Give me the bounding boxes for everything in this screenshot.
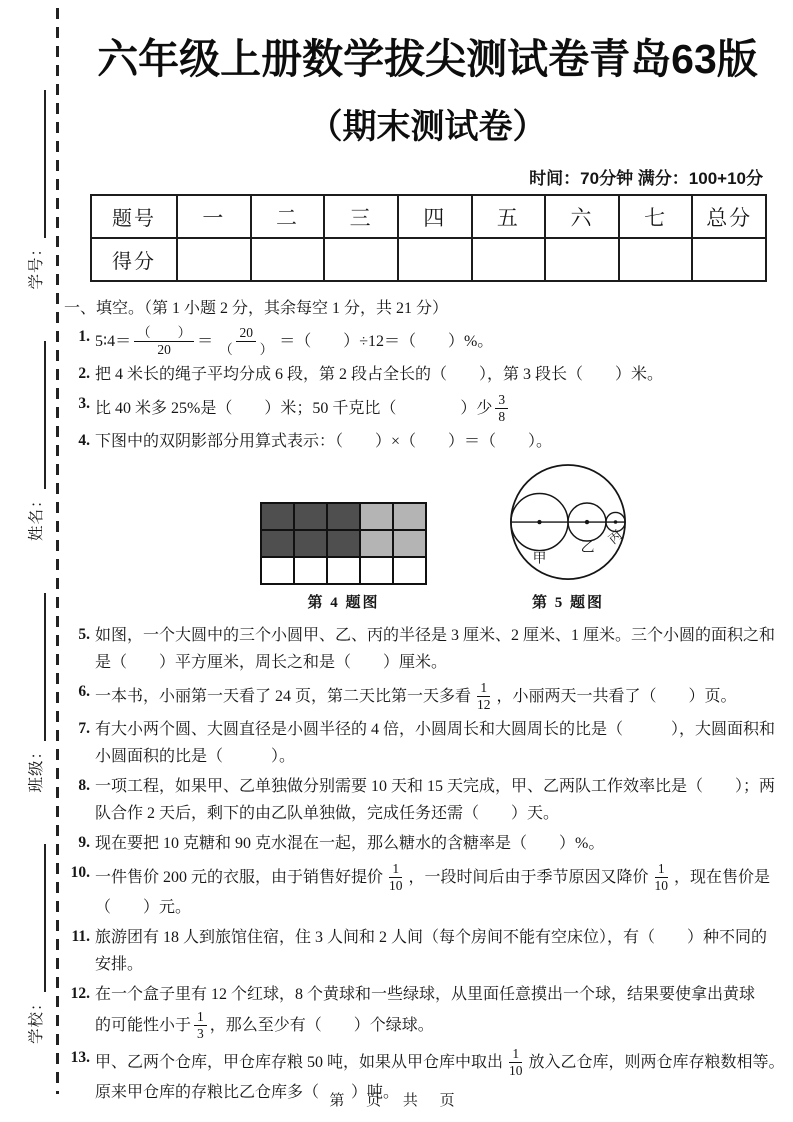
question-text: 原来甲仓库的存粮比乙仓库多（ ）吨。 xyxy=(95,1084,400,1102)
score-table xyxy=(90,194,767,282)
fraction-numerator: 1 xyxy=(194,1009,207,1026)
question-text: 的可能性小于 xyxy=(95,1016,192,1034)
question xyxy=(62,679,793,713)
question-body xyxy=(95,716,793,770)
question-number: 9. xyxy=(78,834,90,852)
page-title: 六年级上册数学拔尖测试卷青岛63版 xyxy=(97,36,758,82)
question-body xyxy=(95,860,793,921)
fig5-caption: 第 5 题图 xyxy=(531,595,604,612)
fraction-numerator: 20 xyxy=(236,325,256,342)
fraction-denominator: 10 xyxy=(509,1062,523,1078)
question xyxy=(62,361,793,388)
score-cell xyxy=(251,238,325,281)
fig4-grid-cell xyxy=(360,557,393,584)
questions-group-a xyxy=(62,324,793,455)
page-subtitle: （期末测试卷） xyxy=(308,108,547,146)
score-table-column-header: 总分 xyxy=(692,195,766,238)
sidebar-field-label: 姓名： xyxy=(28,491,45,541)
fraction-numerator: （ ） xyxy=(134,325,194,342)
question-body xyxy=(95,981,793,1042)
question xyxy=(62,391,793,425)
question-number: 1. xyxy=(78,328,90,345)
question-line xyxy=(95,428,793,455)
fraction-numerator: 1 xyxy=(477,680,490,697)
question-text: 如图，一个大圆中的三个小圆甲、乙、丙的半径是 3 厘米、2 厘米、1 厘米。三个小圆的面积之和 xyxy=(95,627,776,645)
fig4-grid-cell xyxy=(261,503,294,530)
question-body xyxy=(95,428,793,455)
question xyxy=(62,773,793,827)
score-table-column-header: 四 xyxy=(398,195,472,238)
question-line xyxy=(95,1045,793,1079)
fraction-denominator: 8 xyxy=(498,408,506,424)
fraction-denominator: （ ） xyxy=(219,341,274,357)
question-text: 旅游团有 18 人到旅馆住宿，住 3 人间和 2 人间（每个房间不能有空床位），有（ ）种不同的 xyxy=(95,929,768,947)
question-text: 小圆面积的比是（ ）。 xyxy=(95,748,296,766)
figure-q5 xyxy=(499,463,637,612)
fig4-grid-cell xyxy=(360,530,393,557)
question-line xyxy=(95,361,793,388)
question xyxy=(62,860,793,921)
question-number: 7. xyxy=(78,720,90,738)
score-table-column-header: 五 xyxy=(472,195,546,238)
question-line xyxy=(95,981,793,1008)
sidebar-blank-line xyxy=(28,341,46,489)
fig4-grid-cell xyxy=(393,530,426,557)
question-body xyxy=(95,622,793,676)
question-text: 下图中的双阴影部分用算式表示：（ ）×（ ）＝（ ）。 xyxy=(95,433,553,451)
fraction xyxy=(495,392,508,424)
fraction-numerator: 1 xyxy=(509,1046,522,1063)
score-cell xyxy=(545,238,619,281)
fraction xyxy=(194,1009,207,1041)
sidebar-field xyxy=(24,341,46,541)
question-line xyxy=(95,951,793,978)
fraction-denominator: 20 xyxy=(157,341,171,357)
question xyxy=(62,428,793,455)
footer-page-label: 第 页 共 页 xyxy=(329,1093,464,1109)
fraction-numerator: 1 xyxy=(655,861,668,878)
question-body xyxy=(95,679,793,713)
fraction xyxy=(474,680,494,712)
question-line xyxy=(95,324,793,358)
question-line xyxy=(95,830,793,857)
question-number: 13. xyxy=(70,1049,90,1067)
fig4-caption: 第 4 题图 xyxy=(307,595,380,612)
question-line xyxy=(95,1008,793,1042)
fraction-denominator: 10 xyxy=(654,877,669,893)
score-table-row-label: 得分 xyxy=(91,238,177,281)
question-body xyxy=(95,391,793,425)
question xyxy=(62,324,793,358)
fraction-denominator: 12 xyxy=(477,696,491,712)
fig5-label-jia: 甲 xyxy=(532,550,547,566)
question-line xyxy=(95,391,793,425)
question xyxy=(62,981,793,1042)
section-heading: 一、填空。（第 1 小题 2 分，其余每空 1 分，共 21 分） xyxy=(64,300,449,317)
sidebar-field xyxy=(24,593,46,793)
question-text: ＝ xyxy=(197,332,214,350)
question-text: 有大小两个圆、大圆直径是小圆半径的 4 倍，小圆周长和大圆周长的比是（ ），大圆面积和 xyxy=(95,721,776,739)
question xyxy=(62,716,793,770)
question-line xyxy=(95,679,793,713)
question-text: 队合作 2 天后，剩下的由乙队单独做，完成任务还需（ ）天。 xyxy=(95,805,560,823)
question-text: 是（ ）平方厘米，周长之和是（ ）厘米。 xyxy=(95,654,448,672)
score-table-column-header: 七 xyxy=(619,195,693,238)
fraction xyxy=(506,1046,526,1078)
fraction xyxy=(134,325,194,357)
question-text: ，那么至少有（ ）个绿球。 xyxy=(209,1016,434,1034)
question xyxy=(62,622,793,676)
score-cell xyxy=(177,238,251,281)
question-text: ，一段时间后由于季节原因又降价 xyxy=(408,868,649,886)
question-number: 3. xyxy=(78,395,90,413)
score-table-header-row xyxy=(91,195,766,238)
question-body xyxy=(95,830,793,857)
question-text: 把 4 米长的绳子平均分成 6 段，第 2 段占全长的（ ），第 3 段长（ ）米。 xyxy=(95,366,664,384)
question-line xyxy=(95,924,793,951)
question-number: 8. xyxy=(78,777,90,795)
question xyxy=(62,924,793,978)
question-text: ，小丽两天一共看了（ ）页。 xyxy=(496,687,737,705)
score-cell xyxy=(692,238,766,281)
sidebar-field-label: 学号： xyxy=(28,239,45,290)
score-table-header-label: 题号 xyxy=(91,195,177,238)
fig4-grid-cell xyxy=(294,557,327,584)
main-content xyxy=(62,0,793,1109)
sidebar-dashed-divider xyxy=(56,8,59,1094)
sidebar-field-label: 学校： xyxy=(28,994,45,1044)
fig4-grid-cell xyxy=(327,530,360,557)
sidebar-blank-line xyxy=(28,90,46,238)
fraction xyxy=(216,325,276,357)
fig5-diagram xyxy=(499,463,637,585)
question xyxy=(62,830,793,857)
fraction xyxy=(652,861,672,893)
score-table-column-header: 一 xyxy=(177,195,251,238)
question-number: 2. xyxy=(78,365,90,383)
question-text: （ ）元。 xyxy=(95,899,192,917)
question-text: 一件售价 200 元的衣服，由于销售好提价 xyxy=(95,868,384,886)
question-body xyxy=(95,361,793,388)
score-table-score-row xyxy=(91,238,766,281)
score-cell xyxy=(398,238,472,281)
question-text: 5∶4＝ xyxy=(95,332,132,350)
question-line xyxy=(95,800,793,827)
score-cell xyxy=(472,238,546,281)
question-line xyxy=(95,743,793,770)
questions-group-b xyxy=(62,622,793,1106)
sidebar-blank-line xyxy=(28,844,46,992)
question-number: 6. xyxy=(78,683,90,701)
fraction-denominator: 3 xyxy=(197,1025,204,1041)
fig4-grid-cell xyxy=(261,530,294,557)
sidebar-blank-line xyxy=(28,593,46,741)
fig4-grid-cell xyxy=(261,557,294,584)
question-text: 安排。 xyxy=(95,956,144,974)
question-number: 5. xyxy=(78,626,90,644)
question-line xyxy=(95,773,793,800)
fraction-numerator: 3 xyxy=(495,392,508,409)
fig4-grid-cell xyxy=(393,557,426,584)
fraction xyxy=(386,861,406,893)
question-text: 甲、乙两个仓库，甲仓库存粮 50 吨，如果从甲仓库中取出 xyxy=(95,1053,504,1071)
question-line xyxy=(95,649,793,676)
question-text: ＝（ ）÷12＝（ ）%。 xyxy=(279,332,494,350)
fig4-grid-cell xyxy=(294,530,327,557)
figure-q4 xyxy=(260,502,427,612)
score-table-column-header: 六 xyxy=(545,195,619,238)
fraction-denominator: 10 xyxy=(389,877,403,893)
question-text: 比 40 米多 25%是（ ）米；50 千克比（ ）少 xyxy=(95,399,493,417)
question-text: 放入乙仓库，则两仓库存粮数相等。 xyxy=(528,1053,785,1071)
fig5-label-yi: 乙 xyxy=(580,539,595,555)
exam-info: 时间：70分钟 满分：100+10分 xyxy=(529,169,763,188)
fig4-grid-cell xyxy=(360,503,393,530)
question-text: 一项工程，如果甲、乙单独做分别需要 10 天和 15 天完成，甲、乙两队工作效率比是（ ）；两 xyxy=(95,778,776,796)
figures-row xyxy=(260,463,793,612)
sidebar-fields xyxy=(12,58,46,1078)
score-cell xyxy=(619,238,693,281)
question-body xyxy=(95,324,793,358)
question-line xyxy=(95,894,793,921)
question-body xyxy=(95,924,793,978)
fig4-grid-cell xyxy=(294,503,327,530)
fig4-grid-cell xyxy=(327,503,360,530)
question-text: 现在要把 10 克糖和 90 克水混在一起，那么糖水的含糖率是（ ）%。 xyxy=(95,835,605,853)
fig4-grid-cell xyxy=(327,557,360,584)
question-line xyxy=(95,716,793,743)
score-cell xyxy=(324,238,398,281)
question-text: ，现在售价是 xyxy=(674,868,771,886)
question-number: 4. xyxy=(78,432,90,450)
score-table-column-header: 二 xyxy=(251,195,325,238)
question-line xyxy=(95,622,793,649)
question-text: 在一个盒子里有 12 个红球，8 个黄球和一些绿球，从里面任意摸出一个球，结果要使拿出黄球 xyxy=(95,986,756,1004)
question-number: 10. xyxy=(70,864,90,882)
question-line xyxy=(95,860,793,894)
fig4-grid xyxy=(260,502,427,585)
sidebar-field xyxy=(24,844,46,1044)
question-body xyxy=(95,773,793,827)
fig4-grid-cell xyxy=(393,503,426,530)
question-number: 11. xyxy=(71,928,90,946)
fig5-label-bing: 丙 xyxy=(606,528,625,547)
sidebar-field xyxy=(24,90,46,290)
sidebar-field-label: 班级： xyxy=(28,742,45,793)
score-table-column-header: 三 xyxy=(324,195,398,238)
question-text: 一本书，小丽第一天看了 24 页，第二天比第一天多看 xyxy=(95,687,472,705)
question-number: 12. xyxy=(70,985,90,1003)
fraction-numerator: 1 xyxy=(389,861,402,878)
